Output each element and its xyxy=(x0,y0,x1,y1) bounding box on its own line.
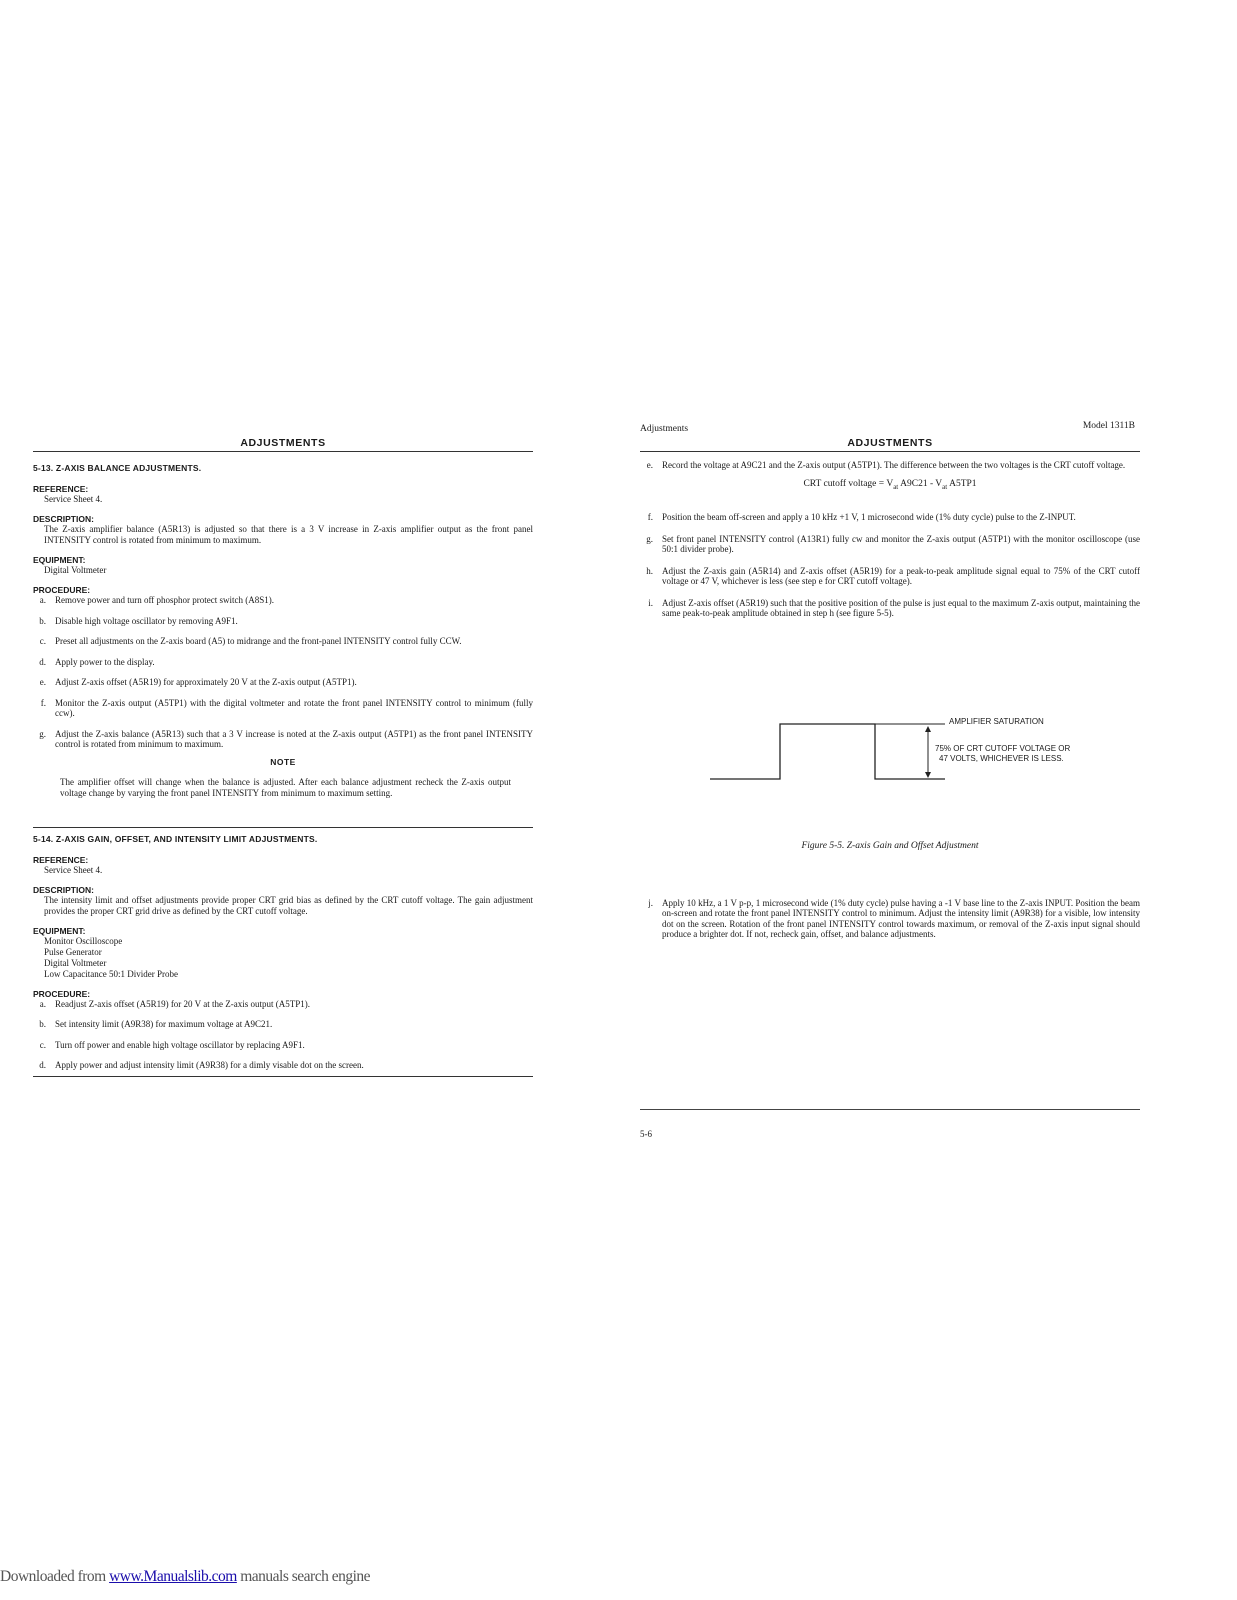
left-page xyxy=(33,437,533,1077)
step-letter: b. xyxy=(39,1019,46,1029)
reference-text: Service Sheet 4. xyxy=(44,494,103,504)
procedure-step xyxy=(33,1060,533,1071)
description-label: DESCRIPTION: xyxy=(33,514,94,524)
step-letter: e. xyxy=(646,460,653,470)
step-text: Position the beam off-screen and apply a 10 kHz +1 V, 1 microsecond wide (1% duty cycle) pulse to the Z-INPUT. xyxy=(662,512,1076,523)
download-footer xyxy=(0,1568,370,1586)
note-text: The amplifier offset will change when the balance is adjusted. After each balance adjustment recheck the Z-axis output voltage change by varying the front panel INTENSITY from minimum to maximum setting. xyxy=(60,776,511,798)
equipment-item: Monitor Oscilloscope xyxy=(44,935,123,946)
cutoff-formula: CRT cutoff voltage = $V_{at}$ $A9C21 - V_{at}$ A5TP1 xyxy=(803,478,977,491)
procedure-step xyxy=(640,598,1140,619)
procedure-step xyxy=(33,729,533,750)
equipment-label: EQUIPMENT: xyxy=(33,925,86,936)
running-header xyxy=(640,421,1140,433)
procedure-step xyxy=(640,898,1140,940)
arrow-head-up xyxy=(925,726,931,732)
note-title: NOTE xyxy=(270,756,296,767)
step-text: Apply power to the display. xyxy=(55,656,155,667)
step-text: Adjust the Z-axis gain (A5R14) and Z-axis offset (A5R19) for a peak-to-peak amplitude signal equal to 75% of the CRT cutoff voltage or 47 V, whichever is less (see step e for CRT cutoff voltage). xyxy=(662,565,1140,587)
reference-text: Service Sheet 4. xyxy=(44,864,103,875)
equipment-item: Digital Voltmeter xyxy=(44,565,107,575)
step-letter: e. xyxy=(39,677,46,687)
step-letter: h. xyxy=(646,565,653,576)
step-text: Remove power and turn off phosphor protect switch (A8S1). xyxy=(55,595,275,605)
reference-label: REFERENCE: xyxy=(33,484,89,494)
procedure-step xyxy=(33,1019,533,1030)
arrow-head-down xyxy=(925,772,931,778)
footer-suffix: manuals search engine xyxy=(236,1568,371,1585)
label-amplifier-saturation: AMPLIFIER SATURATION xyxy=(949,716,1044,726)
step-letter: d. xyxy=(39,1060,46,1070)
right-page xyxy=(640,421,1140,1139)
page-bottom-rule xyxy=(640,1109,1140,1110)
step-letter: b. xyxy=(39,615,46,626)
step-letter: g. xyxy=(39,728,46,739)
step-letter: i. xyxy=(648,597,653,608)
procedure-step xyxy=(33,677,533,688)
step-text: Monitor the Z-axis output (A5TP1) with the digital voltmeter and rotate the front panel INTENSITY control to minimum (fully ccw). xyxy=(55,697,533,718)
procedure-step xyxy=(33,636,533,647)
section-title: ADJUSTMENTS xyxy=(240,437,326,449)
procedure-step xyxy=(33,616,533,627)
procedure-step xyxy=(33,657,533,668)
step-letter: f. xyxy=(647,512,653,523)
label-cutoff-line2: 47 VOLTS, WHICHEVER IS LESS. xyxy=(939,753,1064,763)
equipment-item: Pulse Generator xyxy=(44,946,102,957)
step-text: Turn off power and enable high voltage oscillator by replacing A9F1. xyxy=(55,1039,305,1050)
procedure-label: PROCEDURE: xyxy=(33,988,91,999)
step-letter: c. xyxy=(39,1039,46,1050)
section-heading-5-13: 5-13. Z-AXIS BALANCE ADJUSTMENTS. xyxy=(33,463,202,473)
procedure-step xyxy=(640,460,1140,471)
description-label: DESCRIPTION: xyxy=(33,884,94,895)
figure-caption: Figure 5-5. Z-axis Gain and Offset Adjustment xyxy=(801,840,979,851)
step-letter: j. xyxy=(648,897,653,908)
step-text: Set front panel INTENSITY control (A13R1) fully cw and monitor the Z-axis output (A5TP1) with the monitor oscilloscope (use 50:1 divider probe). xyxy=(662,533,1140,555)
procedure-step xyxy=(33,1040,533,1051)
reference-label: REFERENCE: xyxy=(33,854,89,865)
pulse-waveform xyxy=(710,724,945,779)
pulse-diagram xyxy=(640,684,1140,794)
step-text: Set intensity limit (A9R38) for maximum voltage at A9C21. xyxy=(55,1019,273,1029)
equipment-item: Low Capacitance 50:1 Divider Probe xyxy=(44,968,178,979)
step-text: Adjust Z-axis offset (A5R19) such that the positive position of the pulse is just equal to the maximum Z-axis output, maintaining the same peak-to-peak amplitude obtained in step h (see figure 5-5). xyxy=(662,597,1140,619)
step-text: Disable high voltage oscillator by removing A9F1. xyxy=(55,615,238,626)
procedure-step xyxy=(33,595,533,606)
section-rule xyxy=(640,451,1140,452)
section-title: ADJUSTMENTS xyxy=(847,437,933,449)
step-letter: g. xyxy=(646,533,653,544)
step-text: Adjust the Z-axis balance (A5R13) such that a 3 V increase is noted at the Z-axis output (A5TP1) as the front panel INTENSITY control is rotated from minimum to maximum. xyxy=(55,728,533,749)
header-model: Model 1311B xyxy=(1082,421,1135,431)
section-heading-5-14: 5-14. Z-AXIS GAIN, OFFSET, AND INTENSITY LIMIT ADJUSTMENTS. xyxy=(33,833,318,844)
step-text: Adjust Z-axis offset (A5R19) for approximately 20 V at the Z-axis output (A5TP1). xyxy=(55,677,357,687)
label-cutoff-line1: 75% OF CRT CUTOFF VOLTAGE OR xyxy=(935,743,1071,753)
section-rule xyxy=(33,827,533,828)
footer-prefix: Downloaded from xyxy=(0,1568,110,1585)
step-letter: a. xyxy=(39,595,46,605)
step-text: Record the voltage at A9C21 and the Z-axis output (A5TP1). The difference between the two voltages is the CRT cutoff voltage. xyxy=(662,460,1126,470)
equipment-item: Digital Voltmeter xyxy=(44,957,107,968)
procedure-step xyxy=(640,512,1140,523)
procedure-label: PROCEDURE: xyxy=(33,585,91,595)
procedure-step xyxy=(33,698,533,719)
procedure-step xyxy=(640,534,1140,555)
step-text: Apply power and adjust intensity limit (A9R38) for a dimly visable dot on the screen. xyxy=(55,1060,364,1070)
step-text: Readjust Z-axis offset (A5R19) for 20 V at the Z-axis output (A5TP1). xyxy=(55,998,310,1009)
step-text: Preset all adjustments on the Z-axis board (A5) to midrange and the front-panel INTENSITY control fully CCW. xyxy=(55,636,462,646)
description-text: The intensity limit and offset adjustments provide proper CRT grid bias as defined by the CRT cutoff voltage. The gain adjustment provides the proper CRT grid drive as defined by the CRT cutoff voltage. xyxy=(44,894,533,916)
step-letter: f. xyxy=(40,697,46,708)
header-chapter: Adjustments xyxy=(640,424,689,434)
step-letter: d. xyxy=(39,656,46,667)
page-number: 5-6 xyxy=(640,1129,652,1139)
manualslib-link[interactable]: www.Manualslib.com xyxy=(109,1568,237,1585)
procedure-step xyxy=(33,999,533,1010)
procedure-step xyxy=(640,566,1140,587)
section-rule xyxy=(33,1076,533,1077)
step-letter: c. xyxy=(39,636,46,646)
equipment-label: EQUIPMENT: xyxy=(33,555,86,565)
description-text: The Z-axis amplifier balance (A5R13) is adjusted so that there is a 3 V increase in Z-axis amplifier output as the front panel INTENSITY control is rotated from minimum to maximum. xyxy=(44,524,533,545)
step-text: Apply 10 kHz, a 1 V p-p, 1 microsecond wide (1% duty cycle) pulse having a -1 V base line to the Z-axis INPUT. Position the beam on-screen and rotate the front panel INTENSITY control to minimum. Adjust the intensity limit (A9R38) for a visible, low intensity dot on the screen. Rotation of the front panel INTENSITY control towards maximum, or removal of the Z-axis input signal should produce a brighter dot. If not, recheck gain, offset, and balance adjustments. xyxy=(662,897,1140,940)
step-letter: a. xyxy=(39,998,46,1009)
section-rule xyxy=(33,451,533,452)
